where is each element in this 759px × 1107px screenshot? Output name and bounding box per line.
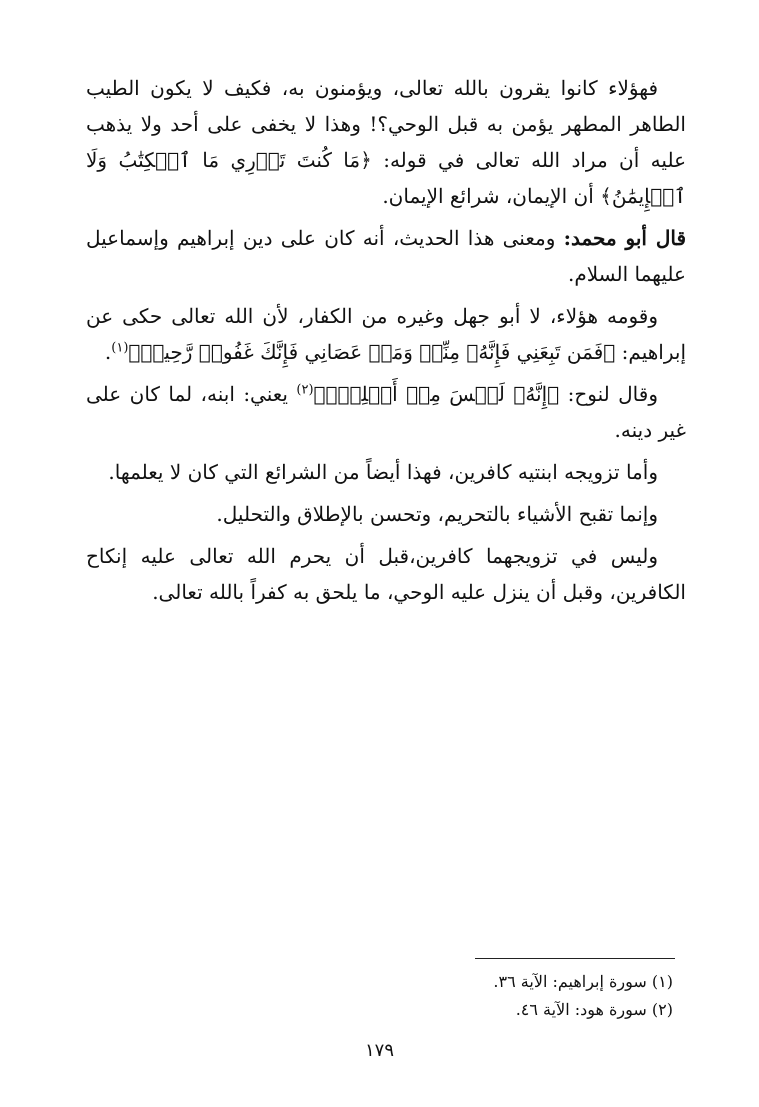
paragraph-4 [86, 376, 686, 448]
page-body [86, 70, 686, 1070]
paragraph-2-text: ومعنى هذا الحديث، أنه كان على دين إبراهيم وإسماعيل عليهما السلام. [86, 226, 686, 286]
footnote-1: (١) سورة إبراهيم: الآية ٣٦. [493, 972, 673, 991]
footnotes [273, 968, 673, 1024]
paragraph-4-end: يعني: ابنه، لما كان على غير دينه. [86, 382, 686, 442]
paragraph-4-text: وقال لنوح: [559, 382, 658, 406]
quran-verse-1: ﴿فَمَن تَبِعَنِي فَإِنَّهُۥ مِنِّيۖ وَمَنۡ عَصَانِي فَإِنَّكَ غَفُورٞ رَّحِيمٞ﴾ [128, 340, 616, 364]
paragraph-7: وليس في تزويجهما كافرين،قبل أن يحرم الله تعالى عليه إنكاح الكافرين، وقبل أن ينزل عليه الوحي، ما يلحق به كفراً بالله تعالى. [86, 544, 686, 604]
paragraph-2 [86, 220, 686, 292]
quran-verse-2: ﴿إِنَّهُۥ لَيۡسَ مِنۡ أَهۡلِكَۖ﴾ [313, 382, 560, 406]
footnote-divider [475, 958, 675, 959]
paragraph-3-text: وقومه هؤلاء، لا أبو جهل وغيره من الكفار، لأن الله تعالى حكى عن إبراهيم: [86, 304, 686, 364]
paragraph-3 [86, 298, 686, 370]
speaker-label: قال أبو محمد: [563, 226, 687, 250]
paragraph-3-end: . [104, 340, 112, 364]
paragraph-1: فهؤلاء كانوا يقرون بالله تعالى، ويؤمنون به، فكيف لا يكون الطيب الطاهر المطهر يؤمن به قبل الوحي؟! وهذا لا يخفى على أحد ولا يذهب عليه أن مراد الله تعالى في قوله: ﴿مَا كُنتَ تَدۡرِي مَا ٱلۡكِتَٰبُ وَلَا ٱلۡإِيمَٰنُ﴾ أن الإيمان، شرائع الإيمان. [86, 76, 686, 208]
paragraph-5: وأما تزويجه ابنتيه كافرين، فهذا أيضاً من الشرائع التي كان لا يعلمها. [108, 460, 658, 484]
footnote-ref-1: (١) [111, 340, 129, 356]
paragraph-6: وإنما تقبح الأشياء بالتحريم، وتحسن بالإطلاق والتحليل. [216, 502, 658, 526]
footnote-2: (٢) سورة هود: الآية ٤٦. [515, 1000, 673, 1019]
footnote-ref-2: (٢) [296, 382, 314, 398]
page-number: ١٧٩ [364, 1040, 394, 1061]
